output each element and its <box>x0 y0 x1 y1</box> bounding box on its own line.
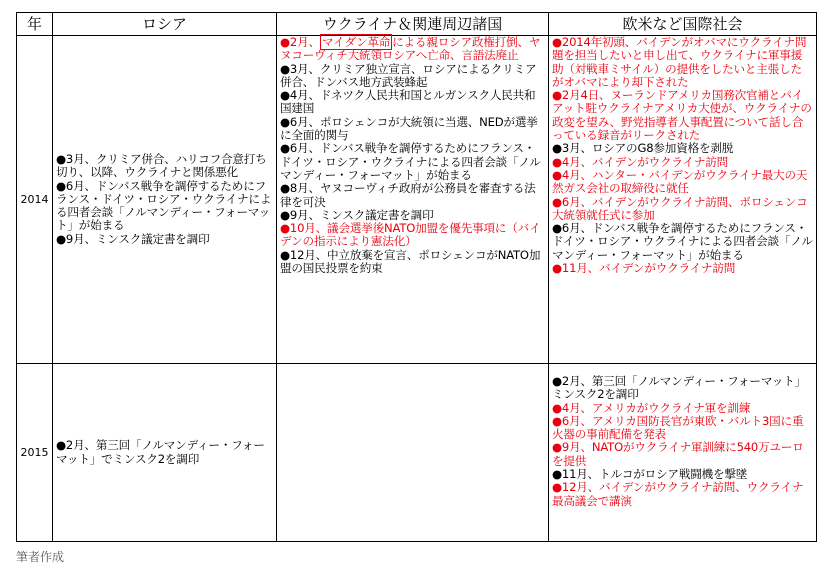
year-cell: 2015 <box>17 364 53 542</box>
event-item: ●10月、議会選挙後NATO加盟を優先事項に（バイデンの指示により憲法化） <box>280 221 541 249</box>
credit-text: 筆者作成 <box>16 550 65 564</box>
event-item: ●2月、第三回「ノルマンディー・フォーマット」でミンスク2を調印 <box>56 438 265 466</box>
event-item: ●4月、ドネツク人民共和国とルガンスク人民共和国建国 <box>280 88 536 116</box>
russia-cell <box>53 364 277 542</box>
event-item <box>280 36 545 63</box>
event-item: ●9月、ミンスク議定書を調印 <box>56 231 210 246</box>
timeline-table <box>16 12 817 542</box>
event-item: ●12月、バイデンがウクライナ訪問、ウクライナ最高議会で講演 <box>552 480 804 508</box>
event-item: ●6月、アメリカ国防長官が東欧・バルト3国に重火器の事前配備を発表 <box>552 413 804 442</box>
international-cell <box>549 36 817 364</box>
international-cell <box>549 364 817 542</box>
event-item: ●11月、トルコがロシア戦闘機を撃墜 <box>552 467 748 482</box>
ukraine-cell <box>277 364 549 542</box>
event-item: ●2月、第三回「ノルマンディー・フォーマット」ミンスク2を調印 <box>552 374 806 402</box>
event-item: ●6月、ドンバス戦争を調停するためにフランス・ドイツ・ロシア・ウクライナによる四者会談「ノルマンディー・フォーマット」が始まる <box>56 178 272 233</box>
event-item: ●6月、ドンバス戦争を調停するためにフランス・ドイツ・ロシア・ウクライナによる四者会談「ノルマンディー・フォーマット」が始まる <box>552 221 813 262</box>
russia-cell <box>53 36 277 364</box>
event-item: ●9月、ミンスク議定書を調印 <box>280 207 434 222</box>
year-cell: 2014 <box>17 36 53 364</box>
header-ukraine: ウクライナ＆関連周辺諸国 <box>277 13 549 36</box>
highlighted-term: マイダン革命 <box>321 35 391 49</box>
event-item: ●4月、アメリカがウクライナ軍を訓練 <box>552 400 751 415</box>
event-text: による親ロシア政権打倒、ヤヌコーヴィチ大統領ロシアへ亡命、言語法廃止 <box>280 35 541 63</box>
event-item: ●6月、バイデンがウクライナ訪問、ポロシェンコ大統領就任式に参加 <box>552 194 808 222</box>
event-item: ●3月、クリミア独立宣言、ロシアによるクリミア併合、ドンバス地方武装蜂起 <box>280 61 537 89</box>
event-item: ●12月、中立放棄を宣言、ポロシェンコがNATO加盟の国民投票を約束 <box>280 247 541 276</box>
header-year: 年 <box>17 13 53 36</box>
event-item: ●6月、ポロシェンコが大統領に当選、NEDが選挙に全面的関与 <box>280 114 538 143</box>
event-item: ●2月4日、ヌーランドアメリカ国務次官補とパイアット駐ウクライナアメリカ大使が、ウクライナの政変を望み、野党指導者人事配置について話し合っている録音がリークされた <box>552 88 812 143</box>
event-item: ●4月、バイデンがウクライナ訪問 <box>552 154 729 169</box>
event-item: ●8月、ヤヌコーヴィチ政府が公務員を審査する法律を可決 <box>280 181 536 209</box>
table-row <box>17 36 817 364</box>
header-international: 欧米など国際社会 <box>549 13 817 36</box>
table-row <box>17 364 817 542</box>
event-item: ●3月、クリミア併合、ハリコフ合意打ち切り、以降、ウクライナと関係悪化 <box>56 151 267 180</box>
event-item: ●2014年初頭、バイデンがオバマにウクライナ問題を担当したいと申し出て、ウクライナに軍事援助（対戦車ミサイル）の提供をしたいと主張したがオバマにより却下された <box>552 35 807 89</box>
event-item: ●3月、ロシアのG8参加資格を剥脱 <box>552 141 734 156</box>
ukraine-cell <box>277 36 549 364</box>
event-item: ●9月、NATOがウクライナ軍訓練に540万ユーロを提供 <box>552 440 804 468</box>
header-russia: ロシア <box>53 13 277 36</box>
event-item: ●4月、ハンター・バイデンがウクライナ最大の天然ガス会社の取締役に就任 <box>552 167 808 196</box>
event-item: ●11月、バイデンがウクライナ訪問 <box>552 261 736 276</box>
event-prefix: ●2月、 <box>280 35 320 49</box>
header-row <box>17 13 817 36</box>
event-item: ●6月、ドンバス戦争を調停するためにフランス・ドイツ・ロシア・ウクライナによる四者会談「ノルマンディー・フォーマット」が始まる <box>280 141 541 182</box>
